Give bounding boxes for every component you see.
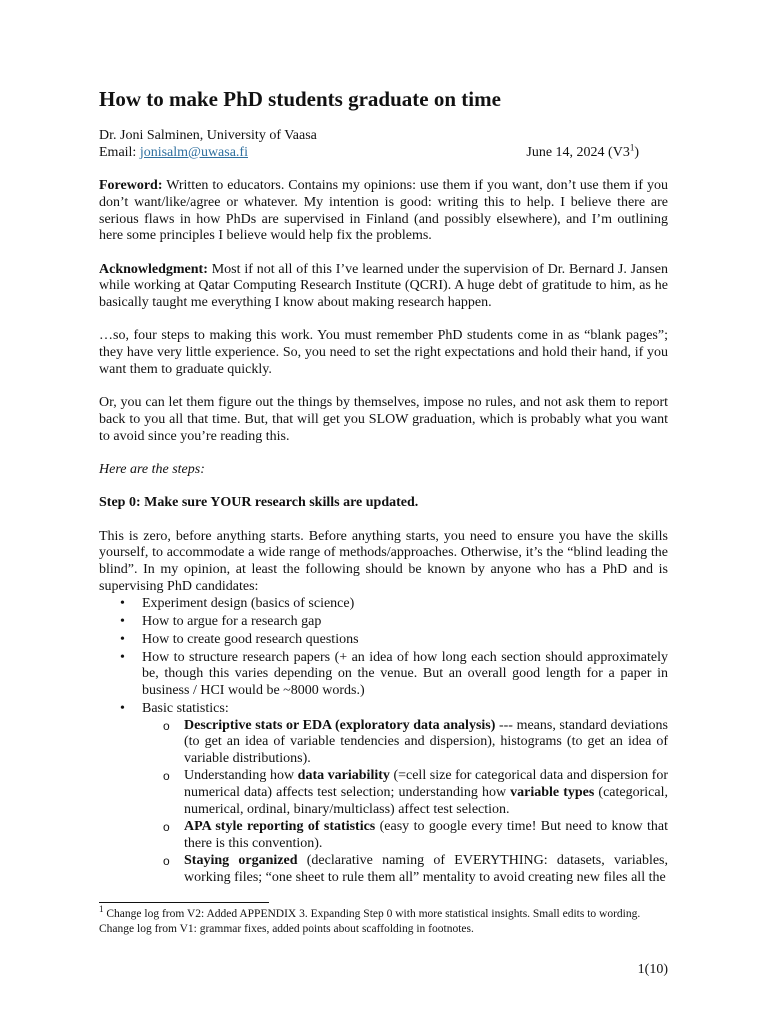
skills-list [99,596,668,887]
foreword-label: Foreword: [99,178,163,194]
statistics-sublist [142,718,668,887]
sublist-item-bold: data variability [297,768,390,784]
footnote-line: Change log from V1: grammar fixes, added points about scaffolding in footnotes. [99,922,474,935]
list-item: • How to argue for a research gap [142,614,668,631]
sublist-item [184,768,668,818]
step0-paragraph: This is zero, before anything starts. Before anything starts, you need to ensure you have the skills yourself, to accommodate a wide range of methods/approaches. Otherwise, it’s the “blind leading the blind”. In my opinion, at least the following should be known by anyone who has a PhD and is supervising PhD candidates: [99,528,668,594]
acknowledgment-paragraph [99,262,668,312]
footnote [99,904,668,936]
email-date-row [99,142,668,162]
step0-heading-text: Step 0: Make sure YOUR research skills are updated. [99,495,419,511]
step0-heading [99,495,668,512]
sublist-item-text: (=cell size for categorical data and dispersion for numerical data) affects test selection; understanding how [184,768,668,800]
sublist-item-bold: APA style reporting of statistics [184,818,376,834]
steps-intro-text: Here are the steps: [99,461,205,477]
date-close: ) [634,144,639,160]
sublist-item-bold: Staying organized [184,852,298,868]
sublist-item-bold: Descriptive stats or EDA (exploratory data analysis) [184,717,496,733]
page-title: How to make PhD students graduate on time [99,87,501,111]
author-line: Dr. Joni Salminen, University of Vaasa [99,128,317,143]
list-item: • How to create good research questions [142,632,668,649]
page-number: 1(10) [637,962,668,977]
email-label: Email: [99,144,140,160]
footnote-line [99,904,668,922]
list-item: • How to structure research papers (+ an idea of how long each section should approximately be, though this varies depending on the venue. But an overall good length for a paper in business / HCI would be ~8000 words.) [142,650,668,700]
document-page [99,86,668,888]
footnote-mark: 1 [99,904,104,915]
date-version [526,142,639,162]
acknowledgment-text: Most if not all of this I’ve learned under the supervision of Dr. Bernard J. Jansen while working at Qatar Computing Research Institute (QCRI). A huge debt of gratitude to him, as he basically taught me everything I know about making research happen. [99,261,668,310]
intro-paragraph: …so, four steps to making this work. You must remember PhD students come in as “blank pages”; they have very little experience. So, you need to set the right expectations and hold their hand, if you want them to graduate quickly. [99,328,668,377]
list-item: • Experiment design (basics of science) [142,596,668,613]
sublist-item-text: --- means, standard deviations (to get an idea of variable tendencies and dispersion), histograms (to get an idea of variable distributions). [184,717,668,767]
footnote-divider [99,902,269,903]
sublist-item-text: Understanding how [184,768,298,784]
sublist-item-text: (easy to google every time! But need to know that there is this convention). [184,818,668,851]
sublist-item [184,819,668,852]
sublist-item-text: (categorical, numerical, ordinal, binary/multiclass) affect test selection. [184,785,668,817]
foreword-text: Written to educators. Contains my opinions: use them if you want, don’t use them if you don’t want/like/agree or whatever. My intention is good: writing this to help. I believe there are serious flaws in how PhDs are supervised in Finland (and possibly elsewhere), and I’m outlining here some principles I believe would help fix the problems. [99,178,668,244]
email-link[interactable]: jonisalm@uwasa.fi [139,144,248,160]
sublist-item-text: (declarative naming of EVERYTHING: datasets, variables, working files; “one sheet to rule them all” mentality to avoid creating new files all the [184,852,668,885]
sublist-item [184,853,668,886]
sublist-item [184,718,668,768]
steps-intro [99,462,668,479]
footnote-ref[interactable]: 1 [629,142,635,153]
date-text: June 14, 2024 (V3 [526,144,630,160]
list-item-label: Basic statistics: [142,700,229,716]
list-item [142,701,668,886]
acknowledgment-label: Acknowledgment: [99,261,208,277]
email-line [99,145,248,162]
footnote-text: Change log from V2: Added APPENDIX 3. Expanding Step 0 with more statistical insights. Small edits to wording. [103,908,641,920]
alternative-paragraph: Or, you can let them figure out the things by themselves, impose no rules, and not ask them to report back to you all that time. But, that will get you SLOW graduation, which is probably what you want to avoid since you’re reading this. [99,395,668,444]
foreword-paragraph [99,178,668,245]
sublist-item-bold: variable types [510,785,595,800]
